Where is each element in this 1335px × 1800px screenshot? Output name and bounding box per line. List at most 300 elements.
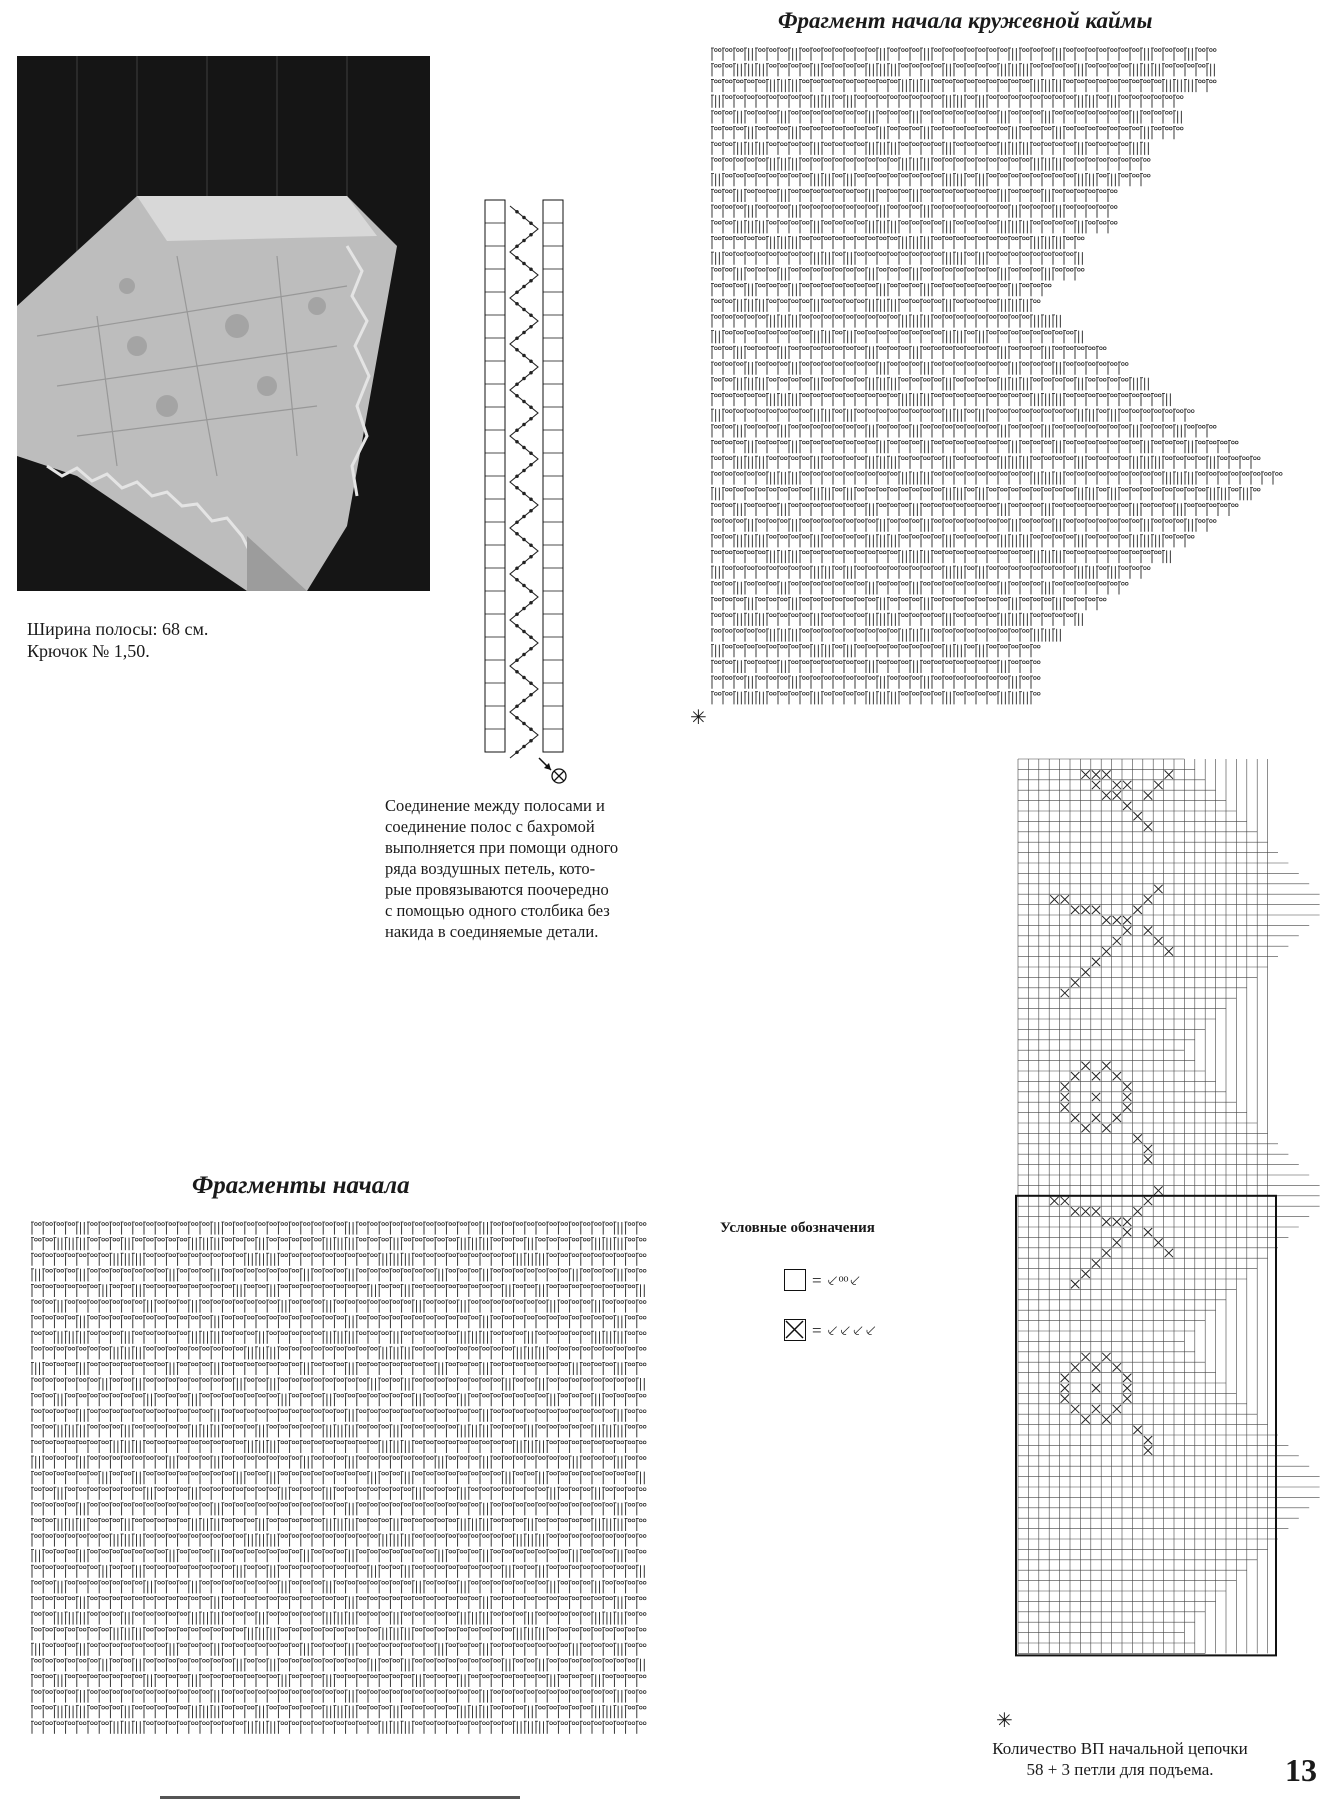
chain-stitch: [1099, 159, 1102, 162]
chain-stitch: [1048, 143, 1051, 146]
chain-stitch: [861, 410, 864, 413]
chain-stitch: [1158, 49, 1161, 52]
chain-stitch: [1044, 457, 1047, 460]
chain-stitch: [817, 347, 820, 350]
chain-stitch: [872, 410, 875, 413]
chain-stitch: [1158, 488, 1161, 491]
chain-stitch: [1048, 253, 1051, 256]
chain-stitch: [1022, 237, 1025, 240]
chain-stitch: [795, 268, 798, 271]
chart-row: [711, 425, 1216, 438]
chain-stitch: [795, 504, 798, 507]
chain-stitch: [861, 425, 864, 428]
chain-stitch: [835, 111, 838, 114]
chain-stitch: [806, 316, 809, 319]
chain-stitch: [960, 457, 963, 460]
chain-stitch: [718, 190, 721, 193]
chain-stitch: [828, 457, 831, 460]
chain-stitch: [901, 378, 904, 381]
chain-stitch: [1070, 190, 1073, 193]
chain-stitch: [729, 268, 732, 271]
chain-stitch: [846, 504, 849, 507]
chain-stitch: [1132, 159, 1135, 162]
chain-stitch: [839, 284, 842, 287]
chain-stitch: [894, 268, 897, 271]
chain-stitch: [729, 80, 732, 83]
chart-row: [711, 362, 1128, 375]
chain-stitch: [1114, 425, 1117, 428]
chain-stitch: [1143, 473, 1146, 476]
chain-stitch: [934, 206, 937, 209]
chain-stitch: [982, 111, 985, 114]
chain-stitch: [945, 127, 948, 130]
chain-stitch: [883, 331, 886, 334]
chain-stitch: [945, 190, 948, 193]
chain-stitch: [725, 425, 728, 428]
chain-stitch: [1022, 159, 1025, 162]
chain-stitch: [824, 363, 827, 366]
chain-stitch: [1066, 378, 1069, 381]
chain-stitch: [934, 300, 937, 303]
chain-stitch: [758, 441, 761, 444]
chain-stitch: [1066, 394, 1069, 397]
chain-stitch: [901, 284, 904, 287]
chain-stitch: [1000, 206, 1003, 209]
chain-stitch: [905, 425, 908, 428]
chain-stitch: [938, 159, 941, 162]
chart-row: [711, 142, 1148, 155]
chain-stitch: [1022, 363, 1025, 366]
chain-stitch: [828, 441, 831, 444]
chain-stitch: [857, 504, 860, 507]
chain-stitch: [927, 347, 930, 350]
chart-row: [711, 174, 1150, 187]
chain-stitch: [938, 284, 941, 287]
chain-stitch: [784, 410, 787, 413]
chain-stitch: [1235, 457, 1238, 460]
chain-stitch: [1044, 488, 1047, 491]
chain-stitch: [1121, 111, 1124, 114]
chain-stitch: [1125, 473, 1128, 476]
chain-stitch: [1033, 488, 1036, 491]
chain-stitch: [923, 331, 926, 334]
chain-stitch: [993, 363, 996, 366]
chain-stitch: [857, 127, 860, 130]
chain-stitch: [1110, 394, 1113, 397]
chain-stitch: [993, 300, 996, 303]
chain-stitch: [989, 190, 992, 193]
chain-stitch: [949, 80, 952, 83]
chain-stitch: [747, 253, 750, 256]
chain-stitch: [758, 347, 761, 350]
chain-stitch: [1081, 473, 1084, 476]
chain-stitch: [938, 174, 941, 177]
chain-stitch: [978, 143, 981, 146]
chain-stitch: [1114, 49, 1117, 52]
chain-stitch: [740, 206, 743, 209]
chain-stitch: [989, 410, 992, 413]
chain-stitch: [868, 174, 871, 177]
chain-stitch: [529, 543, 533, 547]
chain-stitch: [1055, 253, 1058, 256]
chain-stitch: [850, 111, 853, 114]
chain-stitch: [879, 331, 882, 334]
chain-stitch: [824, 127, 827, 130]
chain-stitch: [890, 331, 893, 334]
chain-stitch: [912, 253, 915, 256]
chain-stitch: [762, 488, 765, 491]
chain-stitch: [1015, 425, 1018, 428]
chain-stitch: [916, 410, 919, 413]
chain-stitch: [890, 111, 893, 114]
chain-stitch: [758, 410, 761, 413]
chain-stitch: [861, 441, 864, 444]
chain-stitch: [736, 331, 739, 334]
chain-stitch: [736, 237, 739, 240]
chain-stitch: [773, 363, 776, 366]
chain-stitch: [949, 127, 952, 130]
chain-stitch: [1103, 64, 1106, 67]
chain-stitch: [978, 316, 981, 319]
chain-stitch: [714, 111, 717, 114]
chain-stitch: [1169, 410, 1172, 413]
chart-row: [711, 79, 1216, 92]
chain-stitch: [956, 457, 959, 460]
chain-stitch: [1110, 457, 1113, 460]
chain-stitch: [971, 473, 974, 476]
chain-stitch: [1169, 111, 1172, 114]
chain-stitch: [901, 300, 904, 303]
chain-stitch: [846, 159, 849, 162]
chain-stitch: [846, 268, 849, 271]
chain-stitch: [1066, 488, 1069, 491]
chain-stitch: [861, 143, 864, 146]
chain-stitch: [740, 237, 743, 240]
chain-stitch: [769, 253, 772, 256]
chain-stitch: [934, 143, 937, 146]
chain-stitch: [725, 300, 728, 303]
chain-stitch: [725, 473, 728, 476]
chain-stitch: [938, 316, 941, 319]
chain-stitch: [1158, 473, 1161, 476]
chain-stitch: [515, 302, 519, 306]
chain-stitch: [1088, 347, 1091, 350]
chain-stitch: [1099, 378, 1102, 381]
chain-stitch: [967, 410, 970, 413]
chain-stitch: [978, 394, 981, 397]
chain-stitch: [894, 316, 897, 319]
chain-stitch: [1136, 441, 1139, 444]
chain-stitch: [927, 143, 930, 146]
chain-stitch: [1092, 221, 1095, 224]
chain-stitch: [890, 394, 893, 397]
chain-stitch: [736, 174, 739, 177]
chain-stitch: [989, 394, 992, 397]
chain-stitch: [971, 363, 974, 366]
chain-stitch: [1048, 410, 1051, 413]
chain-stitch: [1114, 111, 1117, 114]
chain-stitch: [846, 300, 849, 303]
chain-stitch: [791, 96, 794, 99]
joining-line-6: с помощью одного столбика без: [385, 901, 610, 920]
chain-stitch: [894, 284, 897, 287]
chain-stitch: [868, 49, 871, 52]
chain-stitch: [960, 49, 963, 52]
chain-stitch: [912, 143, 915, 146]
chain-stitch: [1147, 425, 1150, 428]
chain-stitch: [725, 410, 728, 413]
chain-stitch: [960, 206, 963, 209]
chain-stitch: [835, 159, 838, 162]
chain-stitch: [1037, 49, 1040, 52]
chain-stitch: [916, 378, 919, 381]
chain-stitch: [938, 221, 941, 224]
chain-stitch: [824, 80, 827, 83]
chain-stitch: [989, 300, 992, 303]
chain-stitch: [1011, 504, 1014, 507]
chain-stitch: [846, 190, 849, 193]
chain-stitch: [1066, 127, 1069, 130]
chain-stitch: [1103, 394, 1106, 397]
chain-stitch: [989, 441, 992, 444]
chain-stitch: [813, 363, 816, 366]
chain-stitch: [1103, 49, 1106, 52]
chain-stitch: [802, 80, 805, 83]
chain-stitch: [747, 488, 750, 491]
chain-stitch: [883, 253, 886, 256]
chain-stitch: [960, 143, 963, 146]
chain-stitch: [857, 143, 860, 146]
chain-stitch: [967, 174, 970, 177]
chain-stitch: [956, 347, 959, 350]
chain-stitch: [751, 190, 754, 193]
chain-stitch: [784, 363, 787, 366]
chain-stitch: [1070, 237, 1073, 240]
chain-stitch: [890, 284, 893, 287]
chain-stitch: [901, 347, 904, 350]
chain-stitch: [718, 159, 721, 162]
chain-stitch: [802, 457, 805, 460]
chain-stitch: [1000, 394, 1003, 397]
chain-stitch: [795, 96, 798, 99]
chain-stitch: [905, 64, 908, 67]
chain-stitch: [1022, 425, 1025, 428]
chain-stitch: [1191, 410, 1194, 413]
chain-stitch: [927, 378, 930, 381]
chain-stitch: [857, 331, 860, 334]
chain-stitch: [923, 96, 926, 99]
chain-stitch: [835, 488, 838, 491]
chain-stitch: [916, 174, 919, 177]
chain-stitch: [912, 488, 915, 491]
chain-stitch: [1059, 111, 1062, 114]
chain-stitch: [971, 441, 974, 444]
chain-stitch: [1099, 174, 1102, 177]
chain-stitch: [1033, 49, 1036, 52]
chain-stitch: [945, 237, 948, 240]
chain-stitch: [729, 253, 732, 256]
chain-stitch: [725, 488, 728, 491]
chain-stitch: [861, 316, 864, 319]
chain-stitch: [978, 504, 981, 507]
chain-stitch: [1059, 221, 1062, 224]
chain-stitch: [839, 206, 842, 209]
chain-stitch: [1088, 206, 1091, 209]
chain-stitch: [758, 190, 761, 193]
chain-stitch: [890, 488, 893, 491]
chain-stitch: [736, 80, 739, 83]
chain-stitch: [850, 473, 853, 476]
chain-stitch: [515, 486, 519, 490]
chain-stitch: [857, 300, 860, 303]
chain-stitch: [1099, 127, 1102, 130]
chain-stitch: [1066, 347, 1069, 350]
chain-stitch: [850, 457, 853, 460]
chain-stitch: [1081, 441, 1084, 444]
chain-stitch: [883, 410, 886, 413]
chart-row: [711, 95, 1183, 108]
chain-stitch: [1044, 331, 1047, 334]
chain-stitch: [1000, 80, 1003, 83]
chain-stitch: [791, 331, 794, 334]
chain-stitch: [1070, 49, 1073, 52]
chain-stitch: [1114, 221, 1117, 224]
chain-stitch: [1037, 425, 1040, 428]
chain-stitch: [971, 331, 974, 334]
chain-stitch: [729, 457, 732, 460]
chain-stitch: [522, 285, 526, 289]
chain-stitch: [1191, 64, 1194, 67]
chain-stitch: [982, 316, 985, 319]
chain-stitch: [1081, 80, 1084, 83]
chain-stitch: [839, 488, 842, 491]
chain-stitch: [1066, 143, 1069, 146]
chain-stitch: [1110, 64, 1113, 67]
chain-stitch: [1022, 504, 1025, 507]
chain-stitch: [923, 253, 926, 256]
chain-stitch: [725, 206, 728, 209]
chain-stitch: [956, 64, 959, 67]
chain-stitch: [971, 378, 974, 381]
chain-stitch: [1033, 127, 1036, 130]
chain-stitch: [1033, 300, 1036, 303]
chain-stitch: [714, 425, 717, 428]
chain-stitch: [850, 190, 853, 193]
chain-stitch: [791, 504, 794, 507]
chain-stitch: [773, 221, 776, 224]
chain-stitch: [729, 363, 732, 366]
chain-stitch: [1000, 488, 1003, 491]
chain-stitch: [989, 425, 992, 428]
chain-stitch: [802, 331, 805, 334]
chain-stitch: [806, 394, 809, 397]
chain-stitch: [784, 206, 787, 209]
chain-stitch: [1055, 457, 1058, 460]
chain-stitch: [861, 284, 864, 287]
chain-stitch: [967, 284, 970, 287]
chain-stitch: [879, 316, 882, 319]
chain-stitch: [718, 347, 721, 350]
chain-stitch: [916, 221, 919, 224]
chain-stitch: [802, 347, 805, 350]
chain-stitch: [802, 64, 805, 67]
chain-stitch: [802, 504, 805, 507]
chain-stitch: [1077, 80, 1080, 83]
chain-stitch: [1231, 488, 1234, 491]
chain-stitch: [993, 378, 996, 381]
chain-stitch: [938, 253, 941, 256]
chain-stitch: [901, 64, 904, 67]
chain-stitch: [1198, 441, 1201, 444]
chain-stitch: [802, 410, 805, 413]
chain-stitch: [1154, 441, 1157, 444]
chain-stitch: [1103, 127, 1106, 130]
chain-stitch: [1070, 504, 1073, 507]
chain-stitch: [791, 174, 794, 177]
chain-stitch: [736, 253, 739, 256]
chain-stitch: [927, 221, 930, 224]
chain-stitch: [971, 127, 974, 130]
chain-stitch: [725, 174, 728, 177]
chain-stitch: [905, 488, 908, 491]
chain-stitch: [758, 96, 761, 99]
chain-stitch: [1202, 441, 1205, 444]
chain-stitch: [1092, 190, 1095, 193]
chart-row: [711, 315, 1060, 328]
chain-stitch: [1066, 221, 1069, 224]
chain-stitch: [1154, 111, 1157, 114]
chain-stitch: [802, 488, 805, 491]
chain-stitch: [1015, 174, 1018, 177]
chain-stitch: [1121, 394, 1124, 397]
chain-stitch: [912, 363, 915, 366]
chain-stitch: [945, 441, 948, 444]
chain-stitch: [1055, 143, 1058, 146]
chain-stitch: [1209, 441, 1212, 444]
chain-stitch: [1114, 190, 1117, 193]
chain-stitch: [1125, 96, 1128, 99]
chain-stitch: [1022, 316, 1025, 319]
chain-stitch: [522, 239, 526, 243]
chain-stitch: [1059, 378, 1062, 381]
chain-stitch: [1055, 504, 1058, 507]
chain-stitch: [1257, 488, 1260, 491]
chain-stitch: [1121, 425, 1124, 428]
chain-stitch: [1059, 64, 1062, 67]
chain-stitch: [861, 174, 864, 177]
chain-stitch: [824, 206, 827, 209]
chain-stitch: [879, 80, 882, 83]
chain-stitch: [1048, 96, 1051, 99]
chain-stitch: [1037, 143, 1040, 146]
chain-stitch: [1011, 425, 1014, 428]
chain-stitch: [883, 394, 886, 397]
chain-stitch: [883, 190, 886, 193]
chain-stitch: [927, 174, 930, 177]
chain-stitch: [883, 268, 886, 271]
chain-stitch: [1198, 488, 1201, 491]
chain-stitch: [978, 268, 981, 271]
chain-stitch: [522, 515, 526, 519]
chain-stitch: [529, 693, 533, 697]
chain-stitch: [515, 210, 519, 214]
chain-stitch: [1059, 504, 1062, 507]
chain-stitch: [1187, 410, 1190, 413]
chain-stitch: [806, 284, 809, 287]
chain-stitch: [747, 473, 750, 476]
chain-stitch: [1114, 457, 1117, 460]
chain-stitch: [1209, 425, 1212, 428]
